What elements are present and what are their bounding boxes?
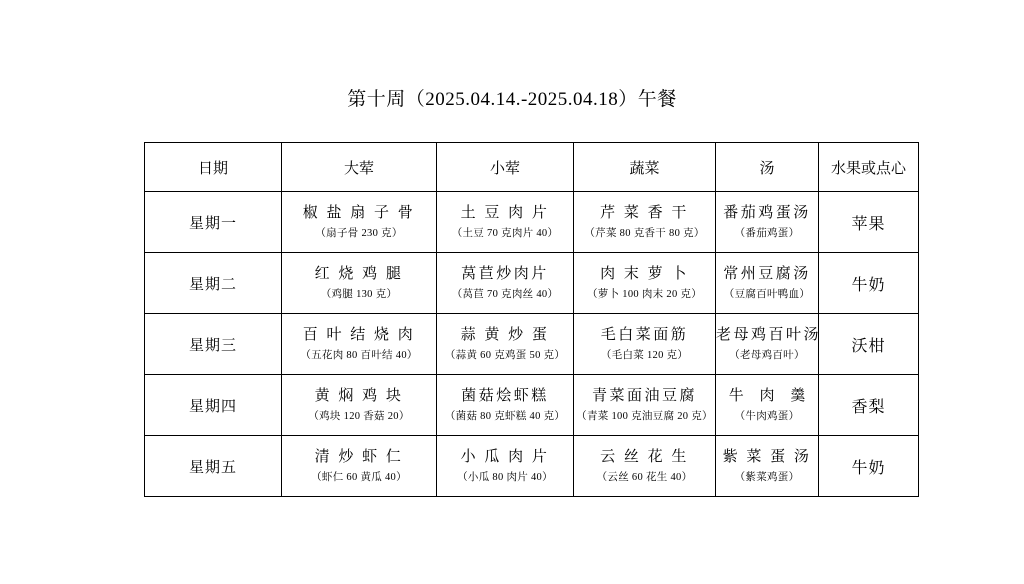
table-header-row [145, 143, 919, 192]
dish-name: 黄 焖 鸡 块 [314, 388, 404, 405]
page-title: 第十周（2025.04.14.-2025.04.18）午餐 [347, 89, 677, 110]
cell-small-meat [437, 436, 574, 497]
lunch-menu-table [144, 142, 919, 497]
dish-detail: （土豆 70 克肉片 40） [451, 227, 559, 239]
dish-name: 肉 末 萝 卜 [600, 266, 689, 283]
dish-detail: （鸡腿 130 克） [320, 288, 398, 300]
dish-detail: （老母鸡百叶） [729, 349, 805, 361]
dish-name: 番茄鸡蛋汤 [723, 205, 811, 222]
cell-day: 星期三 [145, 314, 282, 375]
dish-detail: （豆腐百叶鸭血） [723, 288, 811, 300]
cell-soup [716, 253, 819, 314]
cell-fruit: 沃柑 [819, 314, 919, 375]
column-header-meat: 大荤 [282, 143, 437, 192]
dish-name: 清 炒 虾 仁 [314, 449, 404, 466]
cell-soup [716, 436, 819, 497]
dish-detail: （莴苣 70 克肉丝 40） [451, 288, 559, 300]
cell-small-meat [437, 375, 574, 436]
table-row [145, 436, 919, 497]
cell-day: 星期五 [145, 436, 282, 497]
dish-name: 蒜 黄 炒 蛋 [460, 327, 550, 344]
cell-day: 星期二 [145, 253, 282, 314]
dish-detail: （鸡块 120 香菇 20） [308, 410, 410, 422]
cell-meat [282, 253, 437, 314]
dish-name: 椒 盐 扇 子 骨 [302, 205, 416, 222]
dish-detail: （云丝 60 花生 40） [596, 471, 693, 483]
table-header [145, 143, 919, 192]
cell-vegetable [574, 314, 716, 375]
dish-detail: （萝卜 100 肉末 20 克） [586, 288, 703, 300]
dish-name: 牛 肉 羹 [728, 388, 812, 405]
cell-small-meat [437, 192, 574, 253]
cell-vegetable [574, 253, 716, 314]
table-row [145, 314, 919, 375]
dish-name: 芹 菜 香 干 [600, 205, 689, 222]
column-header-vegetable: 蔬菜 [574, 143, 716, 192]
dish-name: 紫 菜 蛋 汤 [722, 449, 812, 466]
cell-meat [282, 436, 437, 497]
table-row [145, 253, 919, 314]
cell-soup [716, 375, 819, 436]
dish-name: 毛白菜面筋 [600, 327, 689, 344]
dish-detail: （毛白菜 120 克） [600, 349, 689, 361]
dish-detail: （蒜黄 60 克鸡蛋 50 克） [444, 349, 566, 361]
dish-name: 莴苣炒肉片 [461, 266, 549, 283]
cell-vegetable [574, 436, 716, 497]
cell-meat [282, 314, 437, 375]
dish-name: 小 瓜 肉 片 [460, 449, 550, 466]
cell-fruit: 苹果 [819, 192, 919, 253]
dish-name: 老母鸡百叶汤 [716, 327, 822, 344]
cell-vegetable [574, 192, 716, 253]
dish-detail: （青菜 100 克油豆腐 20 克） [576, 410, 713, 422]
dish-name: 百 叶 结 烧 肉 [302, 327, 416, 344]
cell-small-meat [437, 253, 574, 314]
cell-fruit: 牛奶 [819, 253, 919, 314]
cell-meat [282, 375, 437, 436]
cell-fruit: 牛奶 [819, 436, 919, 497]
dish-detail: （虾仁 60 黄瓜 40） [311, 471, 407, 483]
dish-detail: （小瓜 80 肉片 40） [457, 471, 553, 483]
column-header-day: 日期 [145, 143, 282, 192]
column-header-fruit: 水果或点心 [819, 143, 919, 192]
dish-name: 云 丝 花 生 [600, 449, 689, 466]
dish-detail: （扇子骨 230 克） [315, 227, 403, 239]
dish-name: 青菜面油豆腐 [591, 388, 697, 405]
cell-soup [716, 314, 822, 375]
table-row [145, 192, 919, 253]
dish-detail: （番茄鸡蛋） [734, 227, 800, 239]
dish-detail: （菌菇 80 克虾糕 40 克） [444, 410, 566, 422]
table-row [145, 375, 919, 436]
cell-small-meat [437, 314, 574, 375]
cell-fruit: 香梨 [819, 375, 919, 436]
column-header-small-meat: 小荤 [437, 143, 574, 192]
dish-name: 菌菇烩虾糕 [461, 388, 549, 405]
dish-name: 常州豆腐汤 [723, 266, 811, 283]
table-body [145, 192, 919, 497]
dish-detail: （牛肉鸡蛋） [734, 410, 800, 422]
dish-name: 红 烧 鸡 腿 [314, 266, 404, 283]
cell-vegetable [574, 375, 716, 436]
cell-soup [716, 192, 819, 253]
cell-day: 星期四 [145, 375, 282, 436]
dish-name: 土 豆 肉 片 [460, 205, 550, 222]
cell-day: 星期一 [145, 192, 282, 253]
dish-detail: （紫菜鸡蛋） [734, 471, 800, 483]
column-header-soup: 汤 [716, 143, 819, 192]
dish-detail: （五花肉 80 百叶结 40） [300, 349, 418, 361]
cell-meat [282, 192, 437, 253]
dish-detail: （芹菜 80 克香干 80 克） [584, 227, 705, 239]
